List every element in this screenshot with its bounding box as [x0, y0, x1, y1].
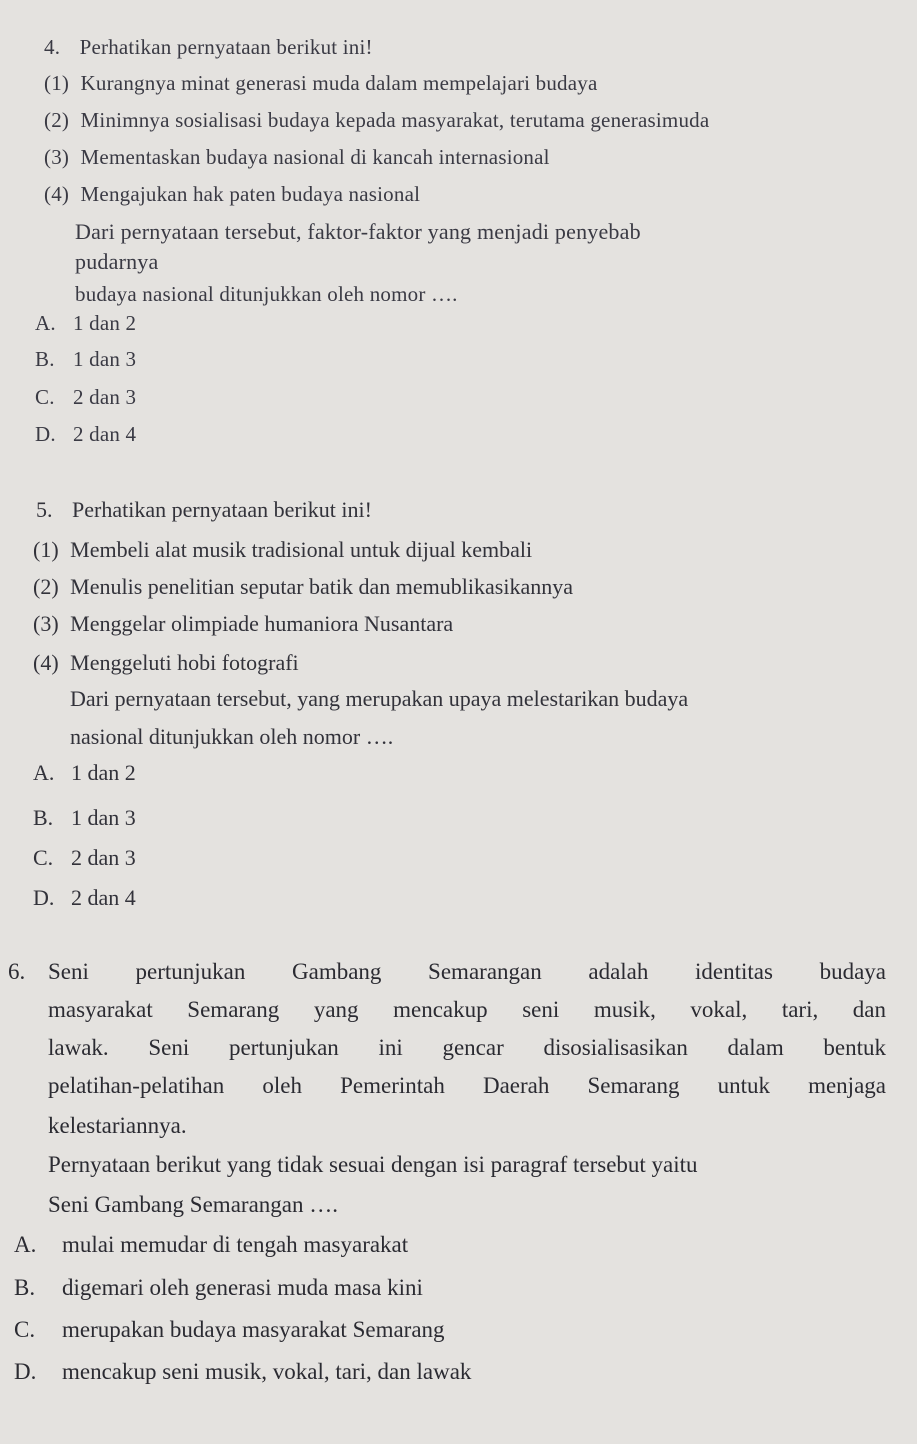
- q5-statement: [33, 650, 299, 676]
- q4-number: 4.: [44, 35, 61, 59]
- q4-option-d[interactable]: [35, 422, 136, 447]
- q5-statement-num: (1): [33, 537, 59, 562]
- q4-statement-num: (4): [44, 182, 70, 206]
- q5-statement-text: Menggelar olimpiade humaniora Nusantara: [70, 611, 454, 636]
- option-letter: A.: [35, 311, 56, 335]
- option-text: 1 dan 2: [71, 760, 136, 785]
- q4-statement-text: Minimnya sosialisasi budaya kepada masyarakat, terutama generasimuda: [80, 108, 710, 132]
- option-letter: C.: [14, 1317, 36, 1342]
- q4-question-line: Dari pernyataan tersebut, faktor-faktor yang menjadi penyebab: [75, 219, 641, 244]
- option-text: 1 dan 3: [73, 347, 137, 371]
- q5-intro-line: [36, 497, 372, 523]
- q4-intro-line: [44, 35, 373, 60]
- q4-intro: Perhatikan pernyataan berikut ini!: [79, 35, 373, 59]
- q4-option-b[interactable]: [35, 347, 136, 372]
- option-text: digemari oleh generasi muda masa kini: [62, 1275, 423, 1300]
- option-text: mulai memudar di tengah masyarakat: [62, 1232, 409, 1257]
- q4-question-line: budaya nasional ditunjukkan oleh nomor ….: [75, 282, 458, 306]
- q4-statement-text: Kurangnya minat generasi muda dalam mempelajari budaya: [80, 71, 598, 95]
- q6-question-line: Seni Gambang Semarangan ….: [48, 1192, 338, 1217]
- option-letter: D.: [14, 1359, 37, 1384]
- option-text: 1 dan 2: [73, 311, 137, 335]
- q5-number: 5.: [36, 497, 53, 522]
- q6-paragraph-line: lawak. Seni pertunjukan ini gencar disosialisasikan dalam bentuk: [48, 1035, 886, 1060]
- q6-option-c[interactable]: [14, 1317, 445, 1343]
- q5-statement: [33, 537, 532, 563]
- q6-paragraph-line: Seni pertunjukan Gambang Semarangan adalah identitas budaya: [48, 959, 886, 984]
- q6-paragraph-line: kelestariannya.: [48, 1113, 187, 1138]
- q4-statement: [44, 182, 420, 207]
- q5-statement: [33, 574, 573, 600]
- option-letter: C.: [35, 385, 55, 409]
- q5-statement: [33, 611, 453, 637]
- option-letter: D.: [33, 885, 55, 910]
- option-text: 2 dan 4: [71, 885, 136, 910]
- q4-statement: [44, 71, 598, 96]
- option-text: 2 dan 4: [73, 422, 137, 446]
- option-letter: A.: [33, 760, 55, 785]
- option-letter: A.: [14, 1232, 37, 1257]
- option-letter: B.: [33, 805, 54, 830]
- q6-number: 6.: [8, 959, 26, 984]
- q4-statement: [44, 108, 709, 133]
- q4-option-c[interactable]: [35, 385, 136, 410]
- q5-statement-num: (4): [33, 650, 59, 675]
- q5-option-d[interactable]: [33, 885, 136, 911]
- q6-option-a[interactable]: [14, 1232, 408, 1258]
- q6-paragraph-line: pelatihan-pelatihan oleh Pemerintah Daerah Semarang untuk menjaga: [48, 1073, 886, 1098]
- q5-statement-text: Menulis penelitian seputar batik dan memublikasikannya: [70, 574, 573, 599]
- q4-statement-text: Mengajukan hak paten budaya nasional: [80, 182, 421, 206]
- q5-statement-text: Membeli alat musik tradisional untuk dijual kembali: [70, 537, 533, 562]
- option-letter: D.: [35, 422, 56, 446]
- q5-question-line: Dari pernyataan tersebut, yang merupakan upaya melestarikan budaya: [70, 686, 689, 711]
- q5-option-b[interactable]: [33, 805, 136, 831]
- q5-intro: Perhatikan pernyataan berikut ini!: [72, 497, 372, 522]
- q5-option-c[interactable]: [33, 845, 136, 871]
- option-text: 2 dan 3: [71, 845, 136, 870]
- q4-statement-num: (2): [44, 108, 70, 132]
- q5-statement-num: (3): [33, 611, 59, 636]
- q4-statement: [44, 145, 550, 170]
- q4-option-a[interactable]: [35, 311, 136, 336]
- option-letter: B.: [14, 1275, 36, 1300]
- option-letter: C.: [33, 845, 54, 870]
- q4-statement-num: (1): [44, 71, 70, 95]
- q5-question-line: nasional ditunjukkan oleh nomor ….: [70, 724, 394, 749]
- q6-question-line: Pernyataan berikut yang tidak sesuai dengan isi paragraf tersebut yaitu: [48, 1152, 698, 1177]
- q5-option-a[interactable]: [33, 760, 136, 786]
- q5-statement-text: Menggeluti hobi fotografi: [70, 650, 299, 675]
- q4-statement-text: Mementaskan budaya nasional di kancah internasional: [80, 145, 550, 169]
- option-text: 2 dan 3: [73, 385, 137, 409]
- q5-statement-num: (2): [33, 574, 59, 599]
- q6-paragraph-line: masyarakat Semarang yang mencakup seni musik, vokal, tari, dan: [48, 997, 886, 1022]
- option-text: 1 dan 3: [71, 805, 136, 830]
- q4-statement-num: (3): [44, 145, 70, 169]
- option-text: mencakup seni musik, vokal, tari, dan lawak: [62, 1359, 472, 1384]
- option-text: merupakan budaya masyarakat Semarang: [62, 1317, 445, 1342]
- option-letter: B.: [35, 347, 55, 371]
- q6-option-b[interactable]: [14, 1275, 423, 1301]
- q6-paragraph-first-line: [8, 959, 886, 985]
- q4-question-line: pudarnya: [75, 249, 159, 274]
- q6-option-d[interactable]: [14, 1359, 471, 1385]
